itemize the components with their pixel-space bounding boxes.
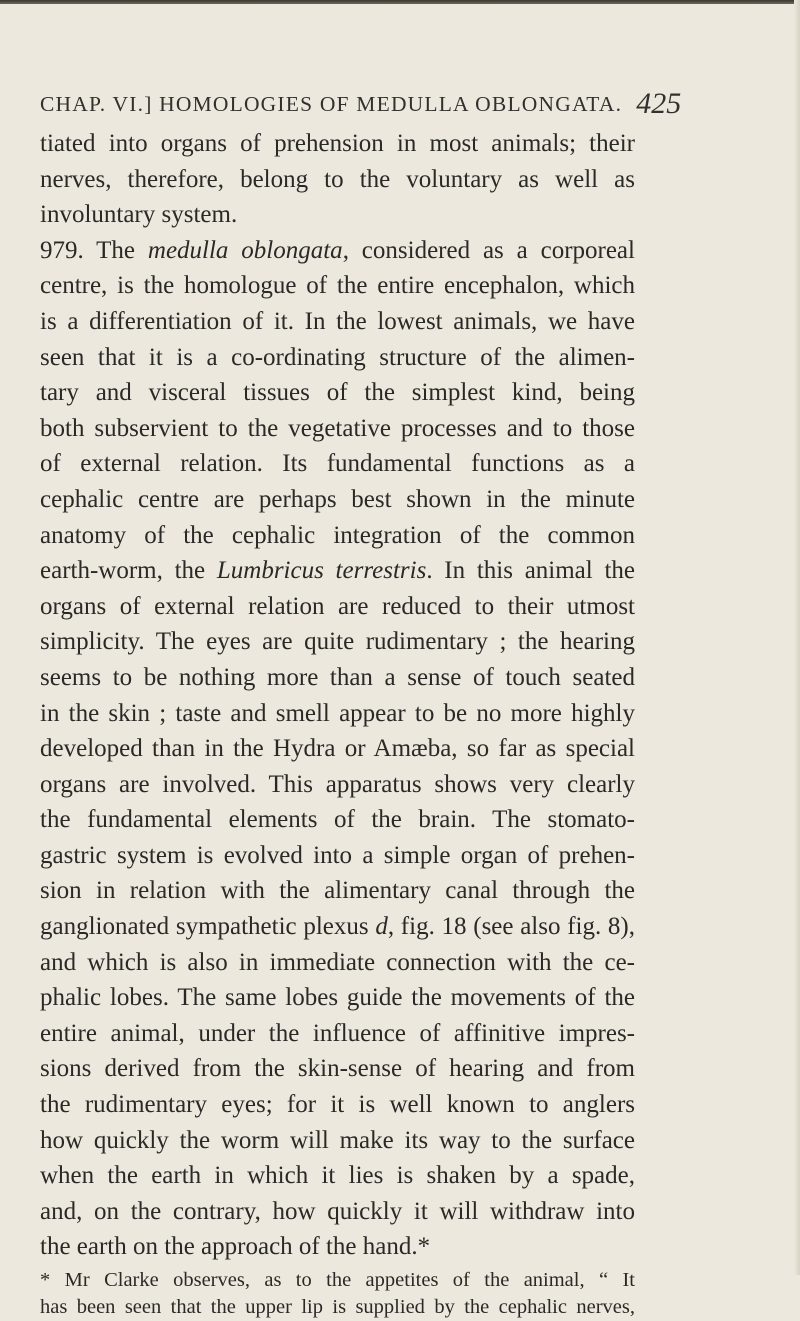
text-line: anatomy of the cephalic integration of the common [40,521,635,549]
text-line: developed than in the Hydra or Amæba, so far as special [40,735,635,763]
text-line: in the skin ; taste and smell appear to be no more highly [40,699,635,727]
text-line: seems to be nothing more than a sense of touch seated [40,663,635,691]
text-line: of external relation. Its fundamental functions as a [40,450,635,478]
text-line: when the earth in which it lies is shaken by a spade, [40,1162,635,1190]
text-line: phalic lobes. The same lobes guide the movements of the [40,984,635,1012]
text-line: is a differentiation of it. In the lowest animals, we have [40,307,635,335]
text-line: centre, is the homologue of the entire encephalon, which [40,272,635,300]
page-top-edge [0,0,800,4]
text-line: seen that it is a co-ordinating structure of the alimen- [40,343,635,371]
text-line: the fundamental elements of the brain. The stomato- [40,806,635,834]
text-line: entire animal, under the influence of affinitive impres- [40,1019,635,1047]
text-line: sion in relation with the alimentary canal through the [40,877,635,905]
text-line: 979. The medulla oblongata, considered as a corporeal [40,236,635,264]
book-page [40,84,792,1321]
text-line: organs are involved. This apparatus shows very clearly [40,770,635,798]
footnote-line: * Mr Clarke observes, as to the appetites of the animal, “ It [40,1269,635,1291]
text-line: sions derived from the skin-sense of hearing and from [40,1055,635,1083]
footnote-line: has been seen that the upper lip is supplied by the cephalic nerves, [40,1296,635,1318]
text-line: involuntary system. [40,201,238,229]
text-line: the rudimentary eyes; for it is well known to anglers [40,1091,635,1119]
text-line: ganglionated sympathetic plexus d, fig. 18 (see also fig. 8), [40,913,635,941]
text-line: tary and visceral tissues of the simplest kind, being [40,379,635,407]
text-line: simplicity. The eyes are quite rudimentary ; the hearing [40,628,635,656]
text-line: gastric system is evolved into a simple organ of prehen- [40,841,635,869]
text-line: how quickly the worm will make its way to the surface [40,1126,635,1154]
text-line: both subservient to the vegetative processes and to those [40,414,635,442]
text-line: nerves, therefore, belong to the voluntary as well as [40,165,635,193]
text-line: tiated into organs of prehension in most animals; their [40,130,635,157]
footnote [40,1267,792,1321]
running-head-title: CHAP. VI.] HOMOLOGIES OF MEDULLA OBLONGATA. [40,91,623,116]
running-head [40,84,792,124]
text-line: the earth on the approach of the hand.* [40,1233,431,1261]
text-line: and, on the contrary, how quickly it will withdraw into [40,1197,635,1225]
text-line: cephalic centre are perhaps best shown in the minute [40,485,635,513]
text-line: organs of external relation are reduced to their utmost [40,592,635,620]
body-text [40,126,792,1265]
text-line: earth-worm, the Lumbricus terrestris. In this animal the [40,557,635,585]
page-right-edge [794,0,800,1275]
text-line: and which is also in immediate connection with the ce- [40,948,635,976]
page-number: 425 [636,87,682,120]
